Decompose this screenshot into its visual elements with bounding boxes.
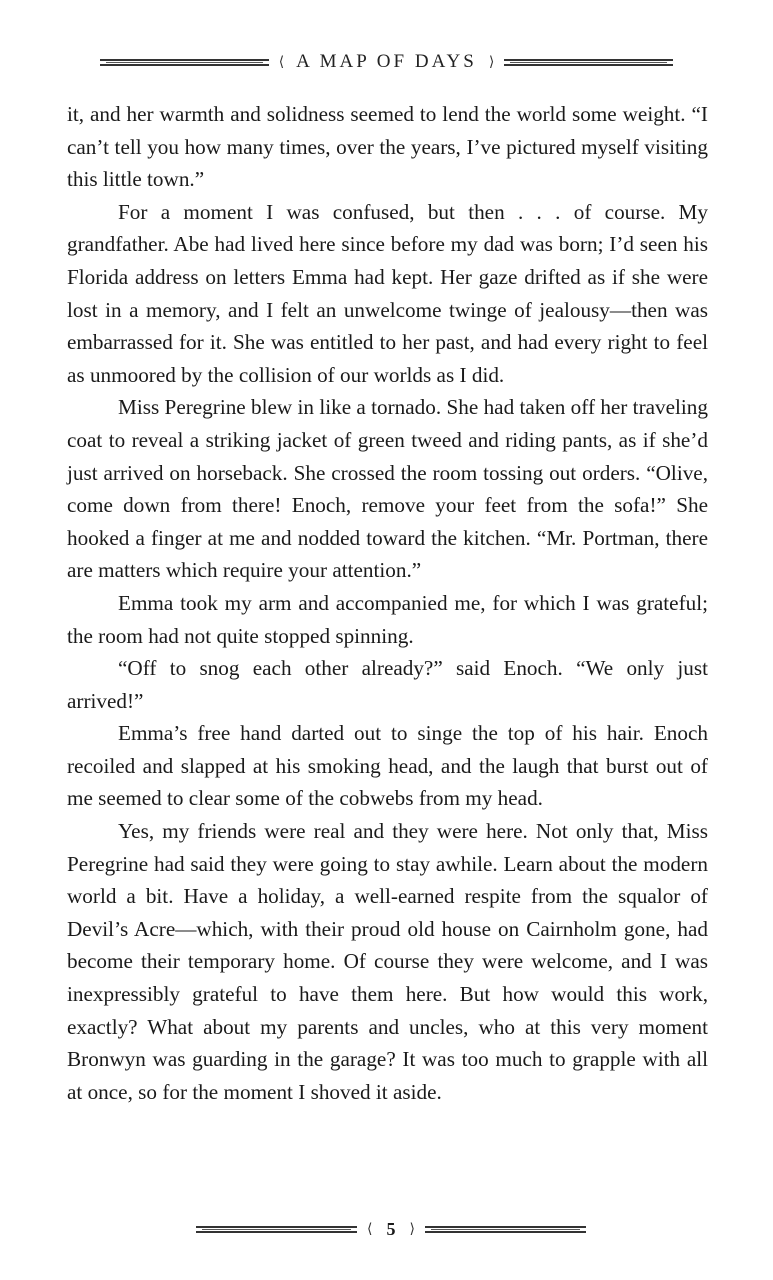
header-left-rule: [100, 59, 269, 66]
paragraph: Emma took my arm and accompanied me, for which I was grateful; the room had not quite stopped spinning.: [67, 590, 708, 648]
paragraph: “Off to snog each other already?” said Enoch. “We only just arrived!”: [67, 656, 708, 713]
footer-right-ornament: ⟩: [409, 1221, 415, 1237]
header-right-rule: [504, 59, 673, 66]
paragraph: For a moment I was confused, but then . . . of course. My grandfather. Abe had lived here since before my dad was born; I’d seen his Florida address on letters Emma had kept. Her gaze drifted as if she were lost in a memory, and I felt an unwelcome twinge of jealousy—then was embarrassed for it. She was entitled to her past, and had every right to feel as unmoored by the collision of our worlds as I did.: [67, 199, 708, 387]
footer-right-rule: [425, 1226, 586, 1233]
footer-left-rule: [196, 1226, 357, 1233]
paragraph: Yes, my friends were real and they were here. Not only that, Miss Peregrine had said they were going to stay awhile. Learn about the modern world a bit. Have a holiday, a well-earned respite from the squalor of Devil’s Acre—which, with their proud old house on Cairnholm gone, had become their temporary home. Of course they were welcome, and I was inexpressibly grateful to have them here. But how would this work, exactly? What about my parents and uncles, who at this very moment Bronwyn was guarding in the garage? It was too much to grapple with all at once, so for the moment I shoved it aside.: [67, 819, 708, 1104]
paragraph: it, and her warmth and solidness seemed to lend the world some weight. “I can’t tell you how many times, over the years, I’ve pictured myself visiting this little town.”: [67, 102, 708, 192]
book-title: A MAP OF DAYS: [296, 51, 477, 72]
header-right-ornament: ⟩: [488, 54, 495, 70]
paragraph: Miss Peregrine blew in like a tornado. She had taken off her traveling coat to reveal a striking jacket of green tweed and riding pants, as if she’d just arrived on horseback. She crossed the room tossing out orders. “Olive, come down from there! Enoch, remove your feet from the sofa!” She hooked a finger at me and nodded toward the kitchen. “Mr. Portman, there are matters which require your attention.”: [67, 395, 708, 583]
paragraph: Emma’s free hand darted out to singe the top of his hair. Enoch recoiled and slapped at his smoking head, and the laugh that burst out of me seemed to clear some of the cobwebs from my head.: [67, 721, 708, 811]
header-left-ornament: ⟨: [278, 54, 285, 70]
running-header: [100, 44, 673, 80]
body-text: [67, 98, 708, 1108]
footer-left-ornament: ⟨: [367, 1221, 373, 1237]
page-number: 5: [386, 1218, 396, 1239]
running-footer: [196, 1214, 586, 1244]
